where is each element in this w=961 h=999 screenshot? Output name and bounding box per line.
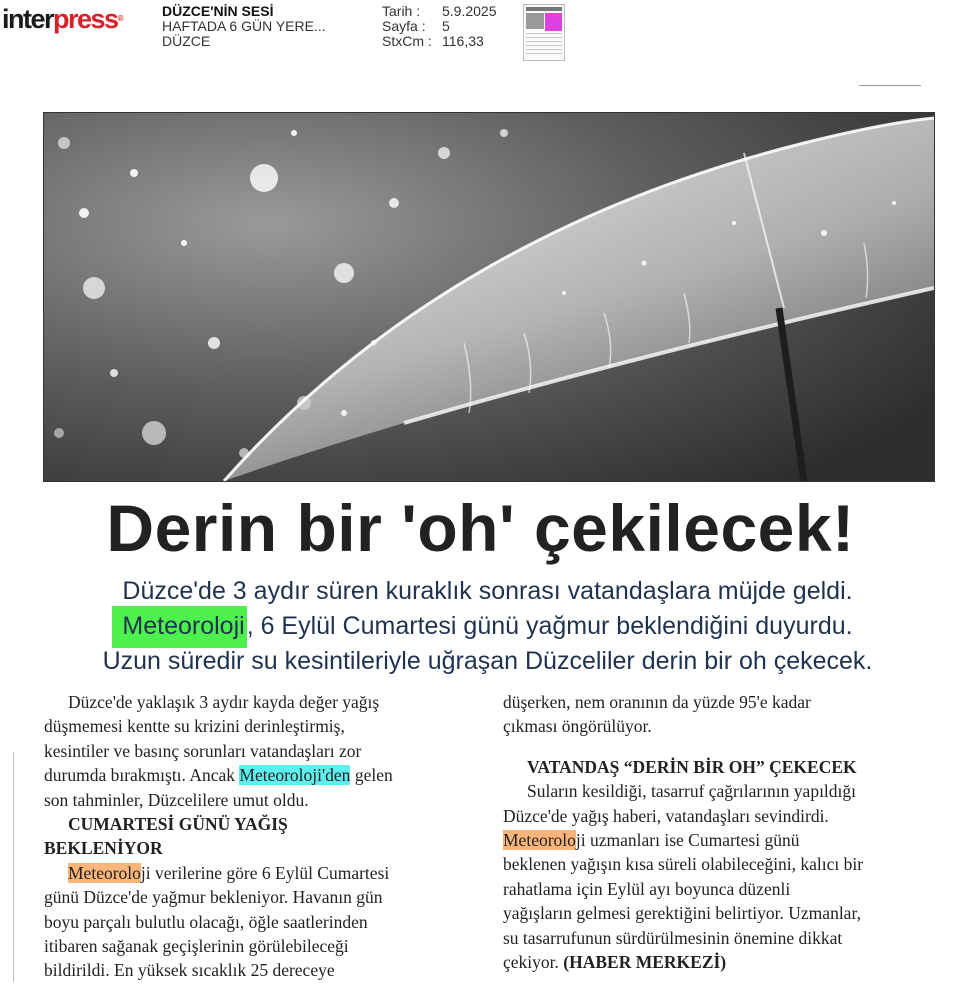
- body-line: [503, 828, 938, 852]
- article-headline: Derin bir 'oh' çekilecek!: [106, 491, 855, 565]
- meta-size-value: 116,33: [442, 33, 484, 49]
- body-text: çekiyor.: [503, 952, 564, 973]
- article-column-1: [44, 690, 474, 983]
- body-text: gelen: [350, 765, 393, 786]
- article-source: (HABER MERKEZİ): [563, 952, 727, 973]
- clipping-meta: [382, 4, 512, 49]
- lead-line-3: Uzun süredir su kesintileriyle uğraşan Düzceliler derin bir oh çekecek.: [102, 647, 873, 675]
- body-line: yağışların gelmesi gerektiğini belirtiyor. Uzmanlar,: [503, 903, 861, 924]
- body-text: durumda bırakmıştı. Ancak: [44, 765, 240, 786]
- highlight-keyword: Meteoroloji: [112, 606, 246, 648]
- interpress-logo: [2, 4, 123, 34]
- lead-line-1: Düzce'de 3 aydır süren kuraklık sonrası vatandaşlara müjde geldi.: [122, 577, 853, 605]
- lead-line-2: [0, 609, 961, 644]
- meta-page-value: 5: [442, 18, 450, 34]
- subheading: BEKLENİYOR: [44, 838, 163, 859]
- body-line: su tasarrufunun sürdürülmesinin önemine dikkat: [503, 927, 843, 948]
- publication-city: DÜZCE: [162, 33, 211, 49]
- column-margin-line: [13, 752, 14, 982]
- meta-date-value: 5.9.2025: [442, 3, 497, 19]
- body-line: bildirildi. En yüksek sıcaklık 25 dereceye: [44, 960, 335, 981]
- logo-part-press: press: [53, 4, 118, 34]
- body-line: çıkması öngörülüyor.: [503, 716, 652, 737]
- umbrella-icon: [44, 113, 934, 481]
- body-line: kesintiler ve basınç sorunları vatandaşları zor: [44, 740, 362, 761]
- highlight-keyword: Meteorolo: [68, 862, 141, 883]
- publication-frequency: HAFTADA 6 GÜN YERE...: [162, 18, 326, 34]
- body-line: Suların kesildiği, tasarruf çağrılarının yapıldığı: [527, 781, 857, 802]
- body-line: düşmemesi kentte su krizini derinleştirmiş,: [44, 716, 345, 737]
- body-line: itibaren sağanak geçişlerinin görülebileceği: [44, 936, 349, 957]
- body-line: düşerken, nem oranının da yüzde 95'e kadar: [503, 692, 811, 712]
- body-text: ji uzmanları ise Cumartesi günü: [575, 830, 800, 851]
- article-lead: [0, 574, 961, 679]
- body-line: rahatlama için Eylül ayı boyunca düzenli: [503, 878, 791, 899]
- subheading: CUMARTESİ GÜNÜ YAĞIŞ: [68, 814, 288, 835]
- meta-page-label: Sayfa :: [382, 18, 426, 34]
- body-line: [44, 861, 474, 885]
- logo-part-inter: inter: [2, 4, 54, 34]
- body-line: boyu parçalı bulutlu olacağı, öğle saatlerinden: [44, 911, 368, 932]
- body-text: ji verilerine göre 6 Eylül Cumartesi: [140, 862, 390, 883]
- body-line: Düzce'de yaklaşık 3 aydır kayda değer yağış: [68, 692, 380, 712]
- highlight-keyword: Meteoroloji'den: [239, 765, 351, 786]
- article-column-2: [503, 690, 938, 974]
- body-line: beklenen yağışın kısa süreli olabileceğini, kalıcı bir: [503, 854, 864, 875]
- highlight-keyword: Meteorolo: [503, 830, 576, 851]
- umbrella-rain-photo: [43, 112, 935, 482]
- body-line: son tahminler, Düzcelilere umut oldu.: [44, 789, 309, 810]
- meta-size-label: StxCm :: [382, 33, 432, 49]
- body-line: günü Düzce'de yağmur bekleniyor. Havanın gün: [44, 887, 383, 908]
- subheading: VATANDAŞ “DERİN BİR OH” ÇEKECEK: [527, 756, 857, 777]
- publication-name: DÜZCE'NİN SESİ: [162, 3, 274, 19]
- publication-info: [162, 4, 326, 49]
- body-line: [44, 763, 474, 787]
- divider-line: [859, 85, 921, 86]
- meta-date-label: Tarih :: [382, 3, 421, 19]
- lead-line-2-rest: , 6 Eylül Cumartesi günü yağmur beklendiğini duyurdu.: [246, 612, 853, 640]
- body-line: [503, 950, 938, 974]
- body-line: Düzce'de yağış haberi, vatandaşları sevindirdi.: [503, 805, 829, 826]
- page-thumbnail[interactable]: [523, 4, 565, 61]
- logo-registered-mark: ®: [117, 14, 124, 23]
